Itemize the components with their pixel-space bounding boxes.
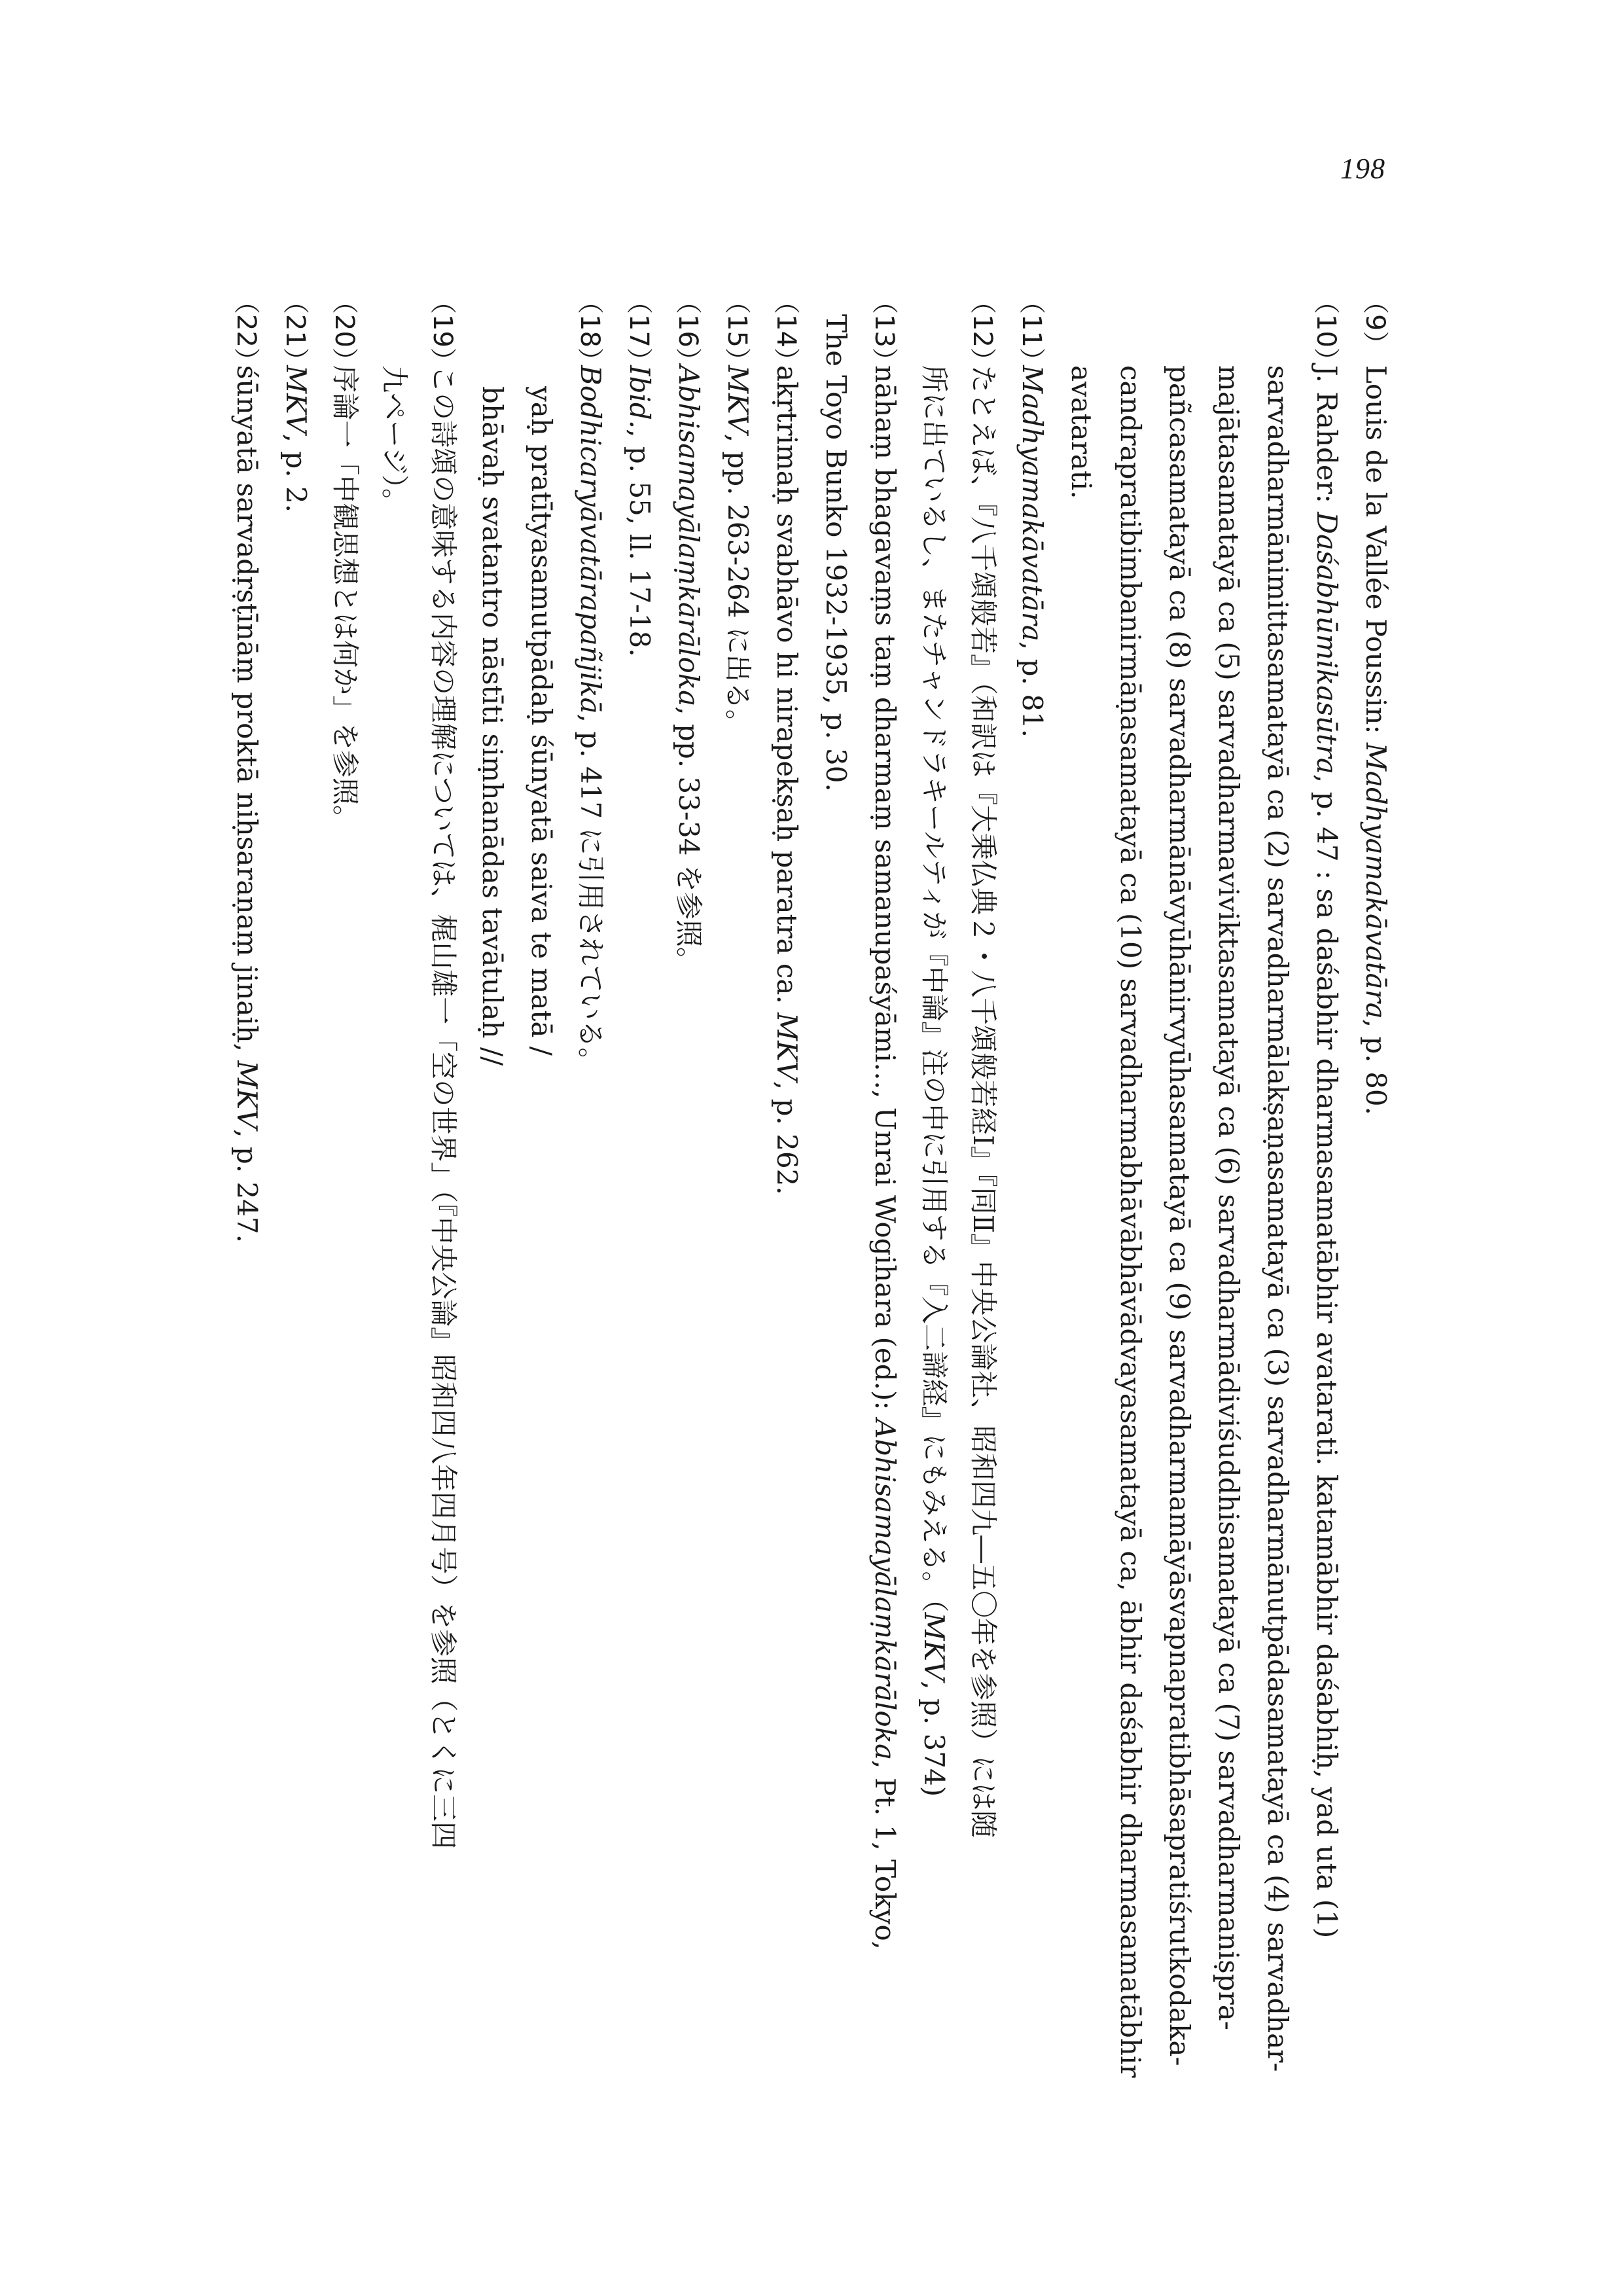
note-tail: , p. 2. xyxy=(280,433,312,513)
note-line xyxy=(664,288,713,2108)
verse-line: yaḥ pratītyasamutpādaḥ śūnyatā saiva te matā / xyxy=(526,386,558,1056)
note-line xyxy=(1106,288,1155,2108)
note-italic: MKV xyxy=(918,1612,950,1681)
note-tail: , p. 247. xyxy=(231,1129,263,1243)
note-number: （21） xyxy=(280,288,310,374)
note-line xyxy=(1008,288,1057,2108)
note-tail: , p. 417 に引用されている。 xyxy=(575,713,607,1075)
note-italic: Ibid. xyxy=(624,365,656,429)
note-line xyxy=(1204,288,1253,2108)
note-number: （18） xyxy=(575,288,605,374)
note-line xyxy=(370,288,419,2108)
note-line xyxy=(419,288,468,2108)
note-italic: Madhyamakāvatāra xyxy=(1360,742,1392,1019)
note-number: （10） xyxy=(1311,288,1341,374)
note-line xyxy=(861,288,910,2108)
note-number: （22） xyxy=(231,288,261,374)
note-line xyxy=(223,288,272,2108)
note-line xyxy=(468,288,517,2108)
note-line xyxy=(1057,288,1106,2108)
note-text: たとえば、『八千頌般若』（和訳は『大乗仏典２・八千頌般若経Ⅰ』『同Ⅱ』中央公論社、昭和四九―五〇年を参照）には随 xyxy=(967,365,999,1839)
verse-line: bhāvaḥ svatantro nāstīti siṃhanādas tavātulaḥ // xyxy=(476,386,508,1066)
note-tail: , p. 262. xyxy=(771,1081,803,1195)
note-text: candrapratibimbanirmāṇasamatayā ca (10) sarvadharmabhāvābhāvādvayasamatayā ca, ābhir daśabhir dharmasamatābhir xyxy=(1115,365,1147,2078)
note-italic: MKV xyxy=(231,1060,263,1130)
note-tail: , Pt. 1, Tokyo, xyxy=(869,1760,901,1950)
note-text: Louis de la Vallée Poussin: xyxy=(1360,365,1392,743)
note-text: J. Rahder: xyxy=(1311,365,1343,512)
note-italic: Abhisamayālaṃkārāloka xyxy=(673,365,705,707)
note-line xyxy=(959,288,1008,2108)
note-line xyxy=(1253,288,1302,2108)
note-line xyxy=(1155,288,1204,2108)
note-number: （15） xyxy=(722,288,752,374)
note-number: （16） xyxy=(673,288,703,374)
note-tail: , p. 55, ll. 17-18. xyxy=(624,429,656,657)
note-number: （19） xyxy=(427,288,457,374)
note-italic: MKV xyxy=(771,1013,803,1081)
note-text: 九ページ）。 xyxy=(378,365,410,516)
note-tail: , p. 47 : sa daśabhir dharmasamatābhir avatarati. katamābhir daśabhiḥ, yad uta (1) xyxy=(1311,774,1343,1939)
note-tail: , p. 80. xyxy=(1360,1018,1392,1115)
note-italic: Abhisamayālaṃkārāloka xyxy=(869,1418,901,1761)
note-number: （13） xyxy=(869,288,899,374)
note-text: nāhaṃ bhagavaṃs taṃ dharmaṃ samanupaśyāmi…, Unrai Wogihara (ed.): xyxy=(869,365,901,1419)
page-number: 198 xyxy=(1340,152,1385,185)
note-line xyxy=(321,288,370,2108)
note-text: majātasamatayā ca (5) sarvadharmaviviktasamatayā ca (6) sarvadharmādiviśuddhisamatayā ca (7) sarvadharmaniṣpra- xyxy=(1213,365,1245,2030)
note-italic: Daśabhūmikasūtra xyxy=(1311,512,1343,774)
note-text: The Toyo Bunko 1932-1935, p. 30. xyxy=(820,314,852,792)
note-text: pañcasamatayā ca (8) sarvadharmānāvyūhānirvyūhasamatayā ca (9) sarvadharmamāyāsvapnapratibhāsapratiśrutkodaka- xyxy=(1164,365,1196,2066)
note-line xyxy=(762,288,812,2108)
note-line xyxy=(1302,288,1351,2108)
note-text: śūnyatā sarvadṛṣṭīnāṃ proktā niḥsaraṇaṃ jinaiḥ, xyxy=(231,365,263,1061)
note-line xyxy=(566,288,615,2108)
note-italic: Bodhicaryāvatārapañjikā xyxy=(575,365,607,714)
note-line xyxy=(812,288,861,2108)
note-number: （12） xyxy=(967,288,997,374)
note-text: sarvadharmānimittasamatayā ca (2) sarvadharmālakṣaṇasamatayā ca (3) sarvadharmānutpādasamatayā ca (4) sarvadhar- xyxy=(1262,365,1294,2072)
note-italic: Madhyamakāvatāra xyxy=(1016,365,1048,641)
note-line xyxy=(272,288,321,2108)
note-number: （20） xyxy=(329,288,359,374)
note-number: （9） xyxy=(1360,288,1390,357)
note-number: （11） xyxy=(1016,288,1046,374)
note-text: akṛtrimaḥ svabhāvo hi nirapekṣaḥ paratra ca. xyxy=(771,365,803,1013)
note-italic: MKV xyxy=(280,365,312,434)
note-tail: , pp. 263-264 に出る。 xyxy=(722,433,754,737)
note-line xyxy=(1351,288,1400,2108)
note-line xyxy=(517,288,566,2108)
note-line xyxy=(615,288,664,2108)
note-text: 序論一「中観思想とは何か」を参照。 xyxy=(329,365,361,833)
note-text: avatarati. xyxy=(1065,365,1097,499)
note-number: （14） xyxy=(771,288,801,374)
note-italic: MKV xyxy=(722,365,754,434)
note-text: 所に出ているし、またチャンドラキールティが『中論』注の中に引用する『入二諦経』にもみえる。（ xyxy=(918,365,950,1613)
note-number: （17） xyxy=(624,288,654,374)
note-tail: , p. 374) xyxy=(918,1681,950,1797)
note-tail: , pp. 33-34 を参照。 xyxy=(673,706,705,975)
note-line xyxy=(910,288,959,2108)
endnotes-block xyxy=(223,288,1400,2108)
note-line xyxy=(713,288,762,2108)
note-tail: , p. 81. xyxy=(1016,641,1048,738)
note-text: この詩頌の意味する内容の理解については、梶山雄一「空の世界」（『中央公論』昭和四八年四月号）を参照（とくに三四 xyxy=(427,365,459,1850)
